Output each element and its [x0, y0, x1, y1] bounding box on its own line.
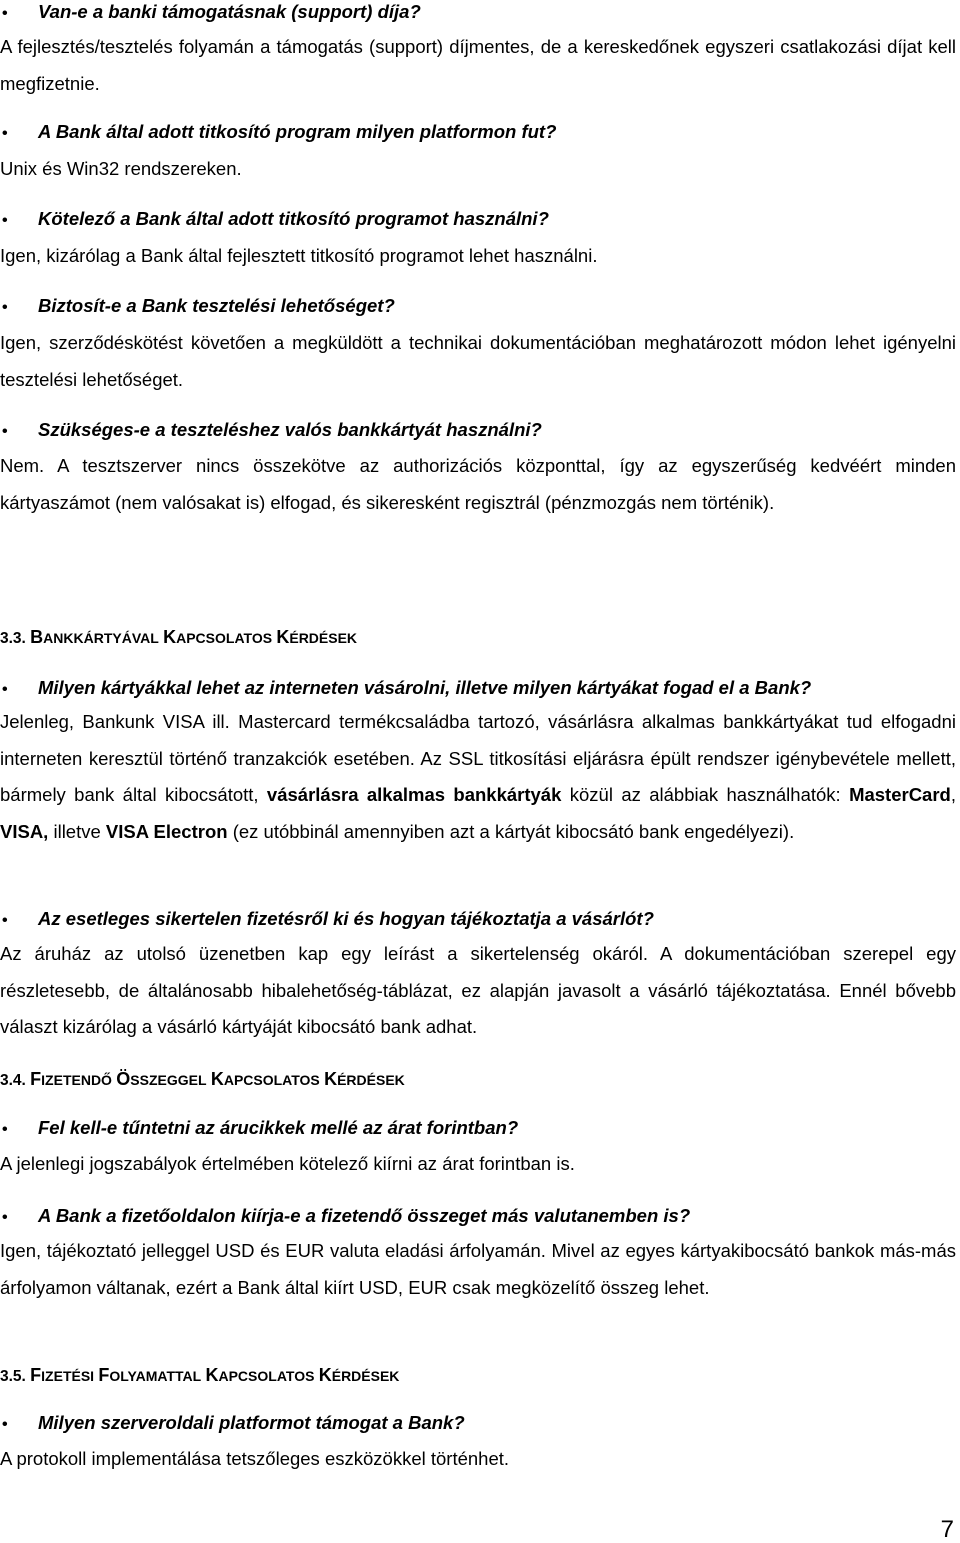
section-title: FIZETÉSI FOLYAMATTAL KAPCSOLATOS KÉRDÉSEK — [30, 1365, 400, 1385]
question-text: Kötelező a Bank által adott titkosító programot használni? — [38, 208, 549, 229]
faq-answer: Nem. A tesztszerver nincs összekötve az authorizációs központtal, így az egyszerűség kedvéért minden kártyaszámot (nem valósakat is) elfogad, és sikeresként regisztrál (pénzmozgás nem történik). — [0, 455, 956, 513]
section-heading — [0, 1363, 956, 1389]
bullet-icon: • — [2, 1209, 8, 1226]
faq-answer: Az áruház az utolsó üzenetben kap egy leírást a sikertelenség okáról. A dokumentációban szerepel egy részletesebb, de általánosabb hibalehetőség-táblázat, ez alapján javasolt a vásárló tájékoztatása. Ennél bővebb választ kizárólag a vásárló kártyáját kibocsátó bank adhat. — [0, 943, 956, 1037]
bullet-icon: • — [2, 1416, 8, 1433]
faq-question — [0, 676, 956, 702]
faq-answer: A fejlesztés/tesztelés folyamán a támogatás (support) díjmentes, de a kereskedőnek egyszeri csatlakozási díjat kell megfizetnie. — [0, 36, 956, 94]
answer-text: illetve — [48, 820, 106, 842]
bullet-icon: • — [2, 5, 8, 22]
bullet-icon: • — [2, 912, 8, 929]
question-text: Van-e a banki támogatásnak (support) díja? — [38, 1, 421, 22]
section-number: 3.4. — [0, 1072, 26, 1089]
question-text: Szükséges-e a teszteléshez valós bankkártyát használni? — [38, 419, 542, 440]
answer-text: (ez utóbbinál amennyiben azt a kártyát kibocsátó bank engedélyezi). — [227, 820, 795, 842]
faq-answer: A jelenlegi jogszabályok értelmében kötelező kiírni az árat forintban is. — [0, 1153, 575, 1174]
bullet-icon: • — [2, 681, 8, 698]
bullet-icon: • — [2, 1121, 8, 1138]
question-text: Biztosít-e a Bank tesztelési lehetőséget? — [38, 295, 395, 316]
faq-question — [0, 1116, 956, 1142]
faq-answer — [0, 704, 956, 850]
answer-text: , — [950, 784, 956, 805]
section-heading — [0, 1067, 956, 1093]
section-title: FIZETENDŐ ÖSSZEGGEL KAPCSOLATOS KÉRDÉSEK — [30, 1069, 405, 1089]
section-number: 3.3. — [0, 630, 26, 647]
answer-bold-text: VISA Electron — [105, 820, 228, 842]
faq-question — [0, 207, 956, 233]
faq-answer: Igen, kizárólag a Bank által fejlesztett titkosító programot lehet használni. — [0, 245, 598, 266]
answer-text: Jelenleg, Bankunk VISA ill. Mastercard termékcsaládba tartozó, vásárlásra alkalmas bankkártyákat tud elfogadni interneten keresztül történő tranzakciók esetében. Az SSL titkosítási eljárásra épült rendszer igénybevétele mellett, bármely bank által kibocsátott, — [0, 711, 956, 805]
faq-question — [0, 1204, 956, 1230]
question-text: Milyen szerveroldali platformot támogat a Bank? — [38, 1412, 465, 1433]
faq-answer: Igen, tájékoztató jelleggel USD és EUR valuta eladási árfolyamán. Mivel az egyes kártyakibocsátó bankok más-más árfolyamon váltanak, ezért a Bank által kiírt USD, EUR csak megközelítő összeg lehet. — [0, 1240, 956, 1298]
bullet-icon: • — [2, 125, 8, 142]
faq-question — [0, 418, 956, 444]
bullet-icon: • — [2, 212, 8, 229]
bullet-icon: • — [2, 299, 8, 316]
faq-answer: Igen, szerződéskötést követően a megküldött a technikai dokumentációban meghatározott módon lehet igényelni tesztelési lehetőséget. — [0, 332, 956, 390]
faq-question — [0, 1411, 956, 1437]
page-number: 7 — [940, 1516, 954, 1543]
section-heading — [0, 625, 956, 651]
faq-question — [0, 0, 956, 26]
section-number: 3.5. — [0, 1368, 26, 1385]
faq-question — [0, 120, 956, 146]
answer-bold-text: VISA, — [0, 820, 49, 842]
question-text: Az esetleges sikertelen fizetésről ki és hogyan tájékoztatja a vásárlót? — [38, 908, 654, 929]
faq-question — [0, 294, 956, 320]
faq-answer: A protokoll implementálása tetszőleges eszközökkel történhet. — [0, 1448, 510, 1469]
bullet-icon: • — [2, 423, 8, 440]
answer-bold-text: MasterCard — [849, 784, 951, 805]
answer-bold-text: vásárlásra alkalmas bankkártyák — [266, 784, 562, 805]
question-text: A Bank a fizetőoldalon kiírja-e a fizetendő összeget más valutanemben is? — [38, 1205, 691, 1226]
question-text: A Bank által adott titkosító program milyen platformon fut? — [38, 121, 557, 142]
section-title: BANKKÁRTYÁVAL KAPCSOLATOS KÉRDÉSEK — [30, 627, 358, 647]
question-text: Fel kell-e tűntetni az árucikkek mellé az árat forintban? — [38, 1117, 519, 1138]
faq-question — [0, 907, 956, 933]
answer-text: közül az alábbiak használhatók: — [561, 784, 850, 805]
question-text: Milyen kártyákkal lehet az interneten vásárolni, illetve milyen kártyákat fogad el a Bank? — [38, 677, 812, 698]
faq-answer: Unix és Win32 rendszereken. — [0, 158, 242, 179]
